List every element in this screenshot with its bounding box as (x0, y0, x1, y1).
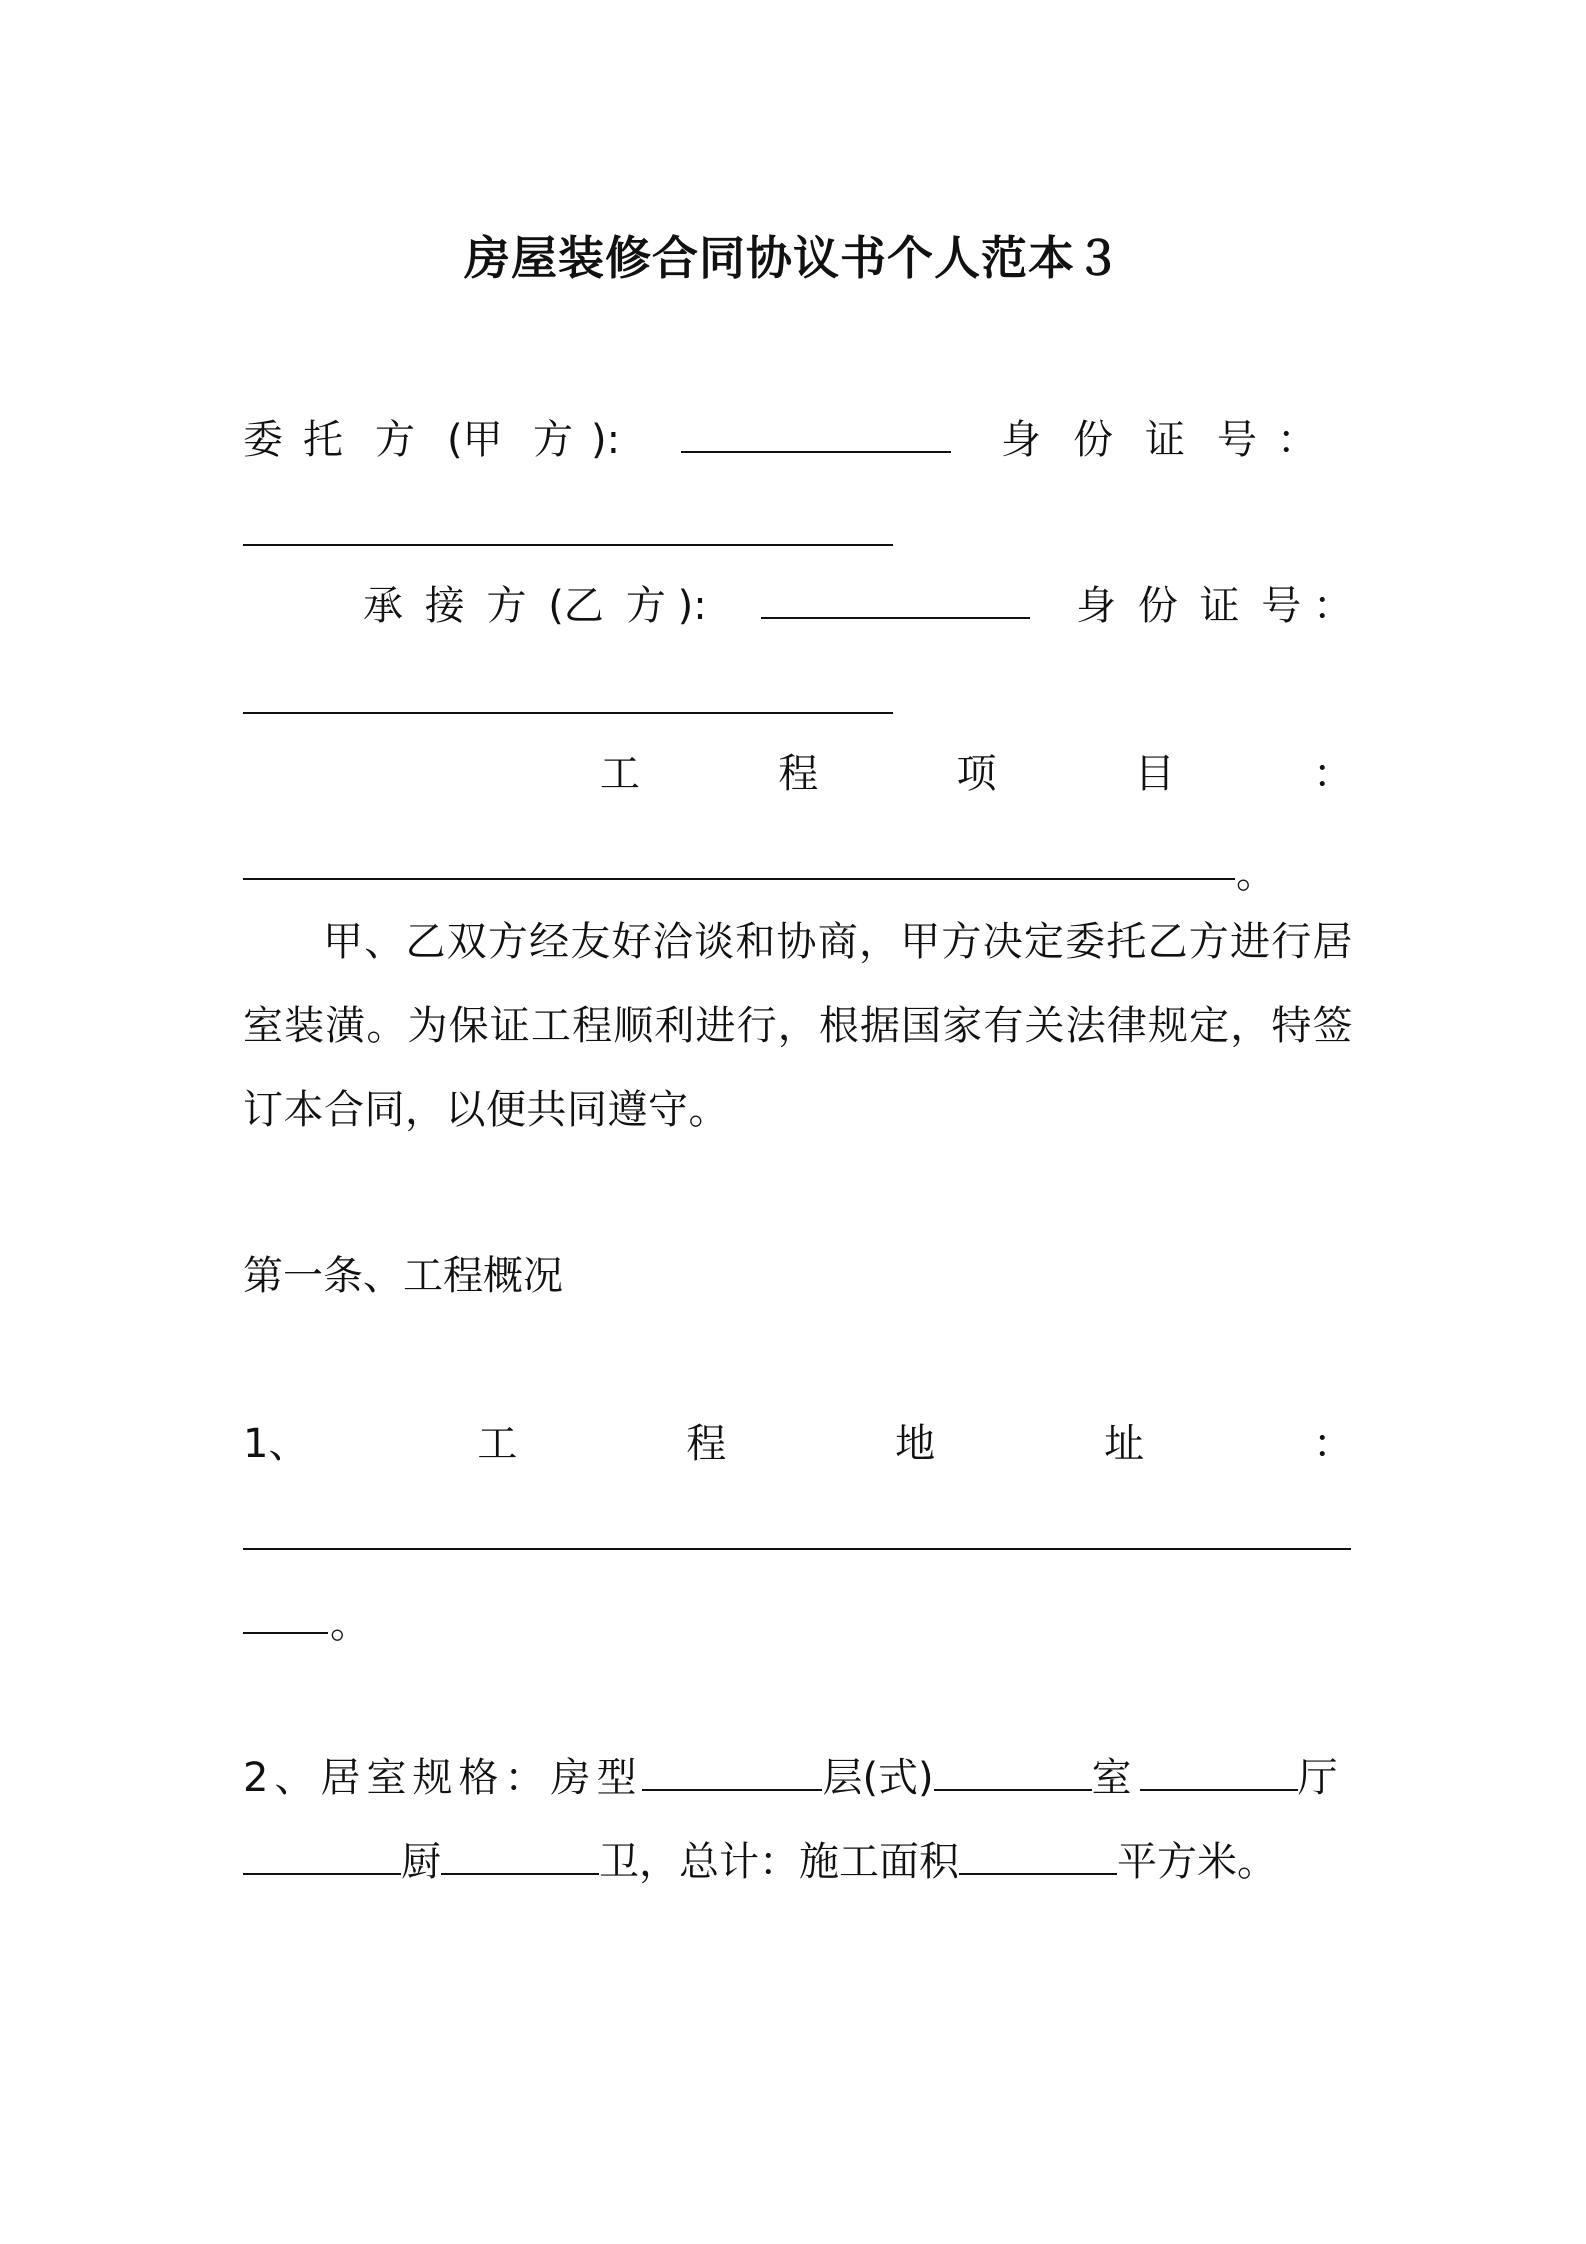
contractor-label-char: 接 (424, 583, 465, 629)
project-char: 工 (600, 751, 640, 797)
client-id-char: 份 (1073, 417, 1113, 463)
address-line (243, 1418, 1353, 1470)
address-char: 址 (1104, 1421, 1145, 1467)
contractor-id-blank[interactable] (243, 712, 893, 714)
client-line (243, 414, 1353, 466)
intro-paragraph: 甲、乙双方经友好洽谈和协商，甲方决定委托乙方进行居室装潢。为保证工程顺利进行，根据国家有关法律规定，特签订本合同，以便共同遵守。 (243, 919, 1353, 1133)
contractor-id-char: 证 (1199, 583, 1240, 629)
spec-kitchen-label: 厨 (401, 1839, 441, 1885)
spec-line-2 (243, 1836, 1353, 1888)
spec-unit-label: 平方米。 (1117, 1839, 1277, 1885)
client-label-char: 托 (303, 417, 343, 463)
project-line (600, 748, 1353, 800)
contractor-id-char: 份 (1137, 583, 1178, 629)
document-title: 房屋装修合同协议书个人范本３ (464, 231, 1122, 285)
spec-hall-label: 厅 (1297, 1755, 1338, 1801)
client-label-char: (甲 (447, 417, 503, 463)
contractor-label-char: (乙 (548, 583, 604, 629)
client-label-char: 方 (533, 417, 573, 463)
project-char: 项 (956, 751, 997, 797)
project-char: 程 (778, 751, 819, 797)
project-end-mark: 。 (1236, 851, 1276, 897)
address-char: 程 (686, 1421, 727, 1467)
address-char: ： (1312, 1421, 1353, 1467)
spec-room-blank[interactable] (934, 1755, 1092, 1791)
address-blank-cont[interactable] (243, 1632, 328, 1634)
address-blank[interactable] (243, 1548, 1351, 1550)
client-name-blank[interactable] (681, 417, 951, 453)
contractor-label-char: 承 (363, 583, 403, 629)
client-label-char: ): (591, 417, 621, 463)
spec-room-label: 室 (1091, 1755, 1132, 1801)
contractor-id-char: ： (1313, 583, 1354, 629)
project-char: 目 (1134, 751, 1175, 797)
client-label-char: 委 (243, 417, 283, 463)
section1-heading: 第一条、工程概况 (243, 1253, 563, 1299)
spec-label: 2、居室规格：房型 (243, 1755, 643, 1801)
spec-bath-label: 卫，总计：施工面积 (599, 1839, 959, 1885)
contractor-label-char: 方 (625, 583, 666, 629)
client-label-char: 方 (375, 417, 415, 463)
spec-line-1 (243, 1752, 1353, 1804)
spec-bath-blank[interactable] (441, 1839, 599, 1875)
spec-kitchen-blank[interactable] (243, 1839, 401, 1875)
address-char: 地 (895, 1421, 936, 1467)
contractor-id-char: 身 (1076, 583, 1117, 629)
contractor-id-char: 号 (1261, 583, 1302, 629)
address-char: 1、 (243, 1421, 309, 1467)
address-end-mark: 。 (330, 1601, 370, 1647)
client-id-char: 号 (1217, 417, 1257, 463)
project-blank[interactable] (243, 878, 1235, 880)
spec-hall-blank[interactable] (1140, 1755, 1298, 1791)
spec-area-blank[interactable] (959, 1839, 1117, 1875)
contractor-name-blank[interactable] (761, 583, 1030, 619)
contractor-label-char: ): (677, 583, 707, 629)
client-id-char: 身 (1001, 417, 1041, 463)
client-id-blank[interactable] (243, 544, 893, 546)
contractor-line (363, 580, 1353, 632)
address-char: 工 (477, 1421, 518, 1467)
contractor-label-char: 方 (486, 583, 527, 629)
client-id-char: ： (1277, 417, 1317, 463)
spec-floor-blank[interactable] (642, 1755, 822, 1791)
spec-floor-label: 层(式) (822, 1755, 934, 1801)
client-id-char: 证 (1145, 417, 1185, 463)
project-char: ： (1313, 751, 1353, 797)
